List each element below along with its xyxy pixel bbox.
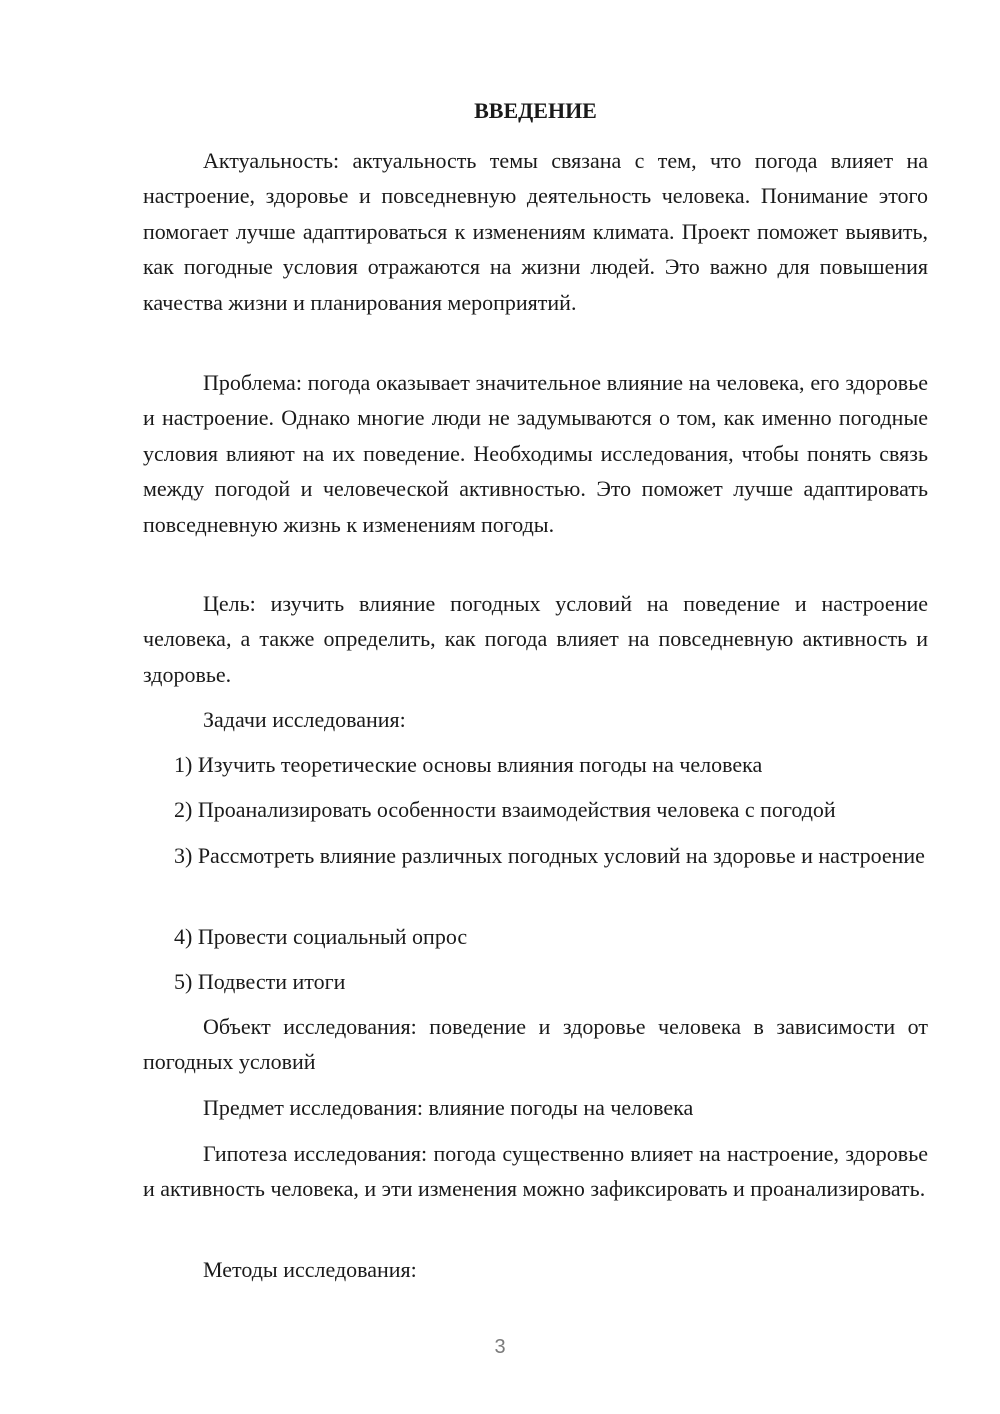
task-item-5: 5) Подвести итоги — [174, 969, 346, 994]
task-item-2: 2) Проанализировать особенности взаимодействия человека с погодой — [174, 797, 836, 822]
paragraph-problem: Проблема: погода оказывает значительное влияние на человека, его здоровье и настроение. Однако многие люди не задумываются о том, как именно погодные условия влияют на их поведение. Необходимы исследования, чтобы понять связь между погодой и человеческой активностью. Это поможет лучше адаптировать повседневную жизнь к изменениям погоды. — [143, 370, 928, 537]
tasks-heading: Задачи исследования: — [203, 707, 406, 732]
task-item-1: 1) Изучить теоретические основы влияния погоды на человека — [174, 752, 763, 777]
paragraph-hypothesis: Гипотеза исследования: погода существенно влияет на настроение, здоровье и активность человека, и эти изменения можно зафиксировать и проанализировать. — [143, 1141, 928, 1202]
paragraph-subject: Предмет исследования: влияние погоды на человека — [203, 1095, 694, 1120]
page-number: 3 — [494, 1336, 506, 1358]
section-title: ВВЕДЕНИЕ — [474, 98, 597, 123]
paragraph-goal: Цель: изучить влияние погодных условий на поведение и настроение человека, а также определить, как погода влияет на повседневную активность и здоровье. — [143, 591, 928, 687]
paragraph-relevance: Актуальность: актуальность темы связана с тем, что погода влияет на настроение, здоровье и повседневную деятельность человека. Понимание этого помогает лучше адаптироваться к изменениям климата. Проект поможет выявить, как погодные условия отражаются на жизни людей. Это важно для повышения качества жизни и планирования мероприятий. — [143, 148, 928, 315]
task-item-4: 4) Провести социальный опрос — [174, 924, 468, 949]
paragraph-object: Объект исследования: поведение и здоровье человека в зависимости от погодных условий — [143, 1014, 928, 1075]
paragraph-methods: Методы исследования: — [203, 1257, 417, 1282]
task-item-3: 3) Рассмотреть влияние различных погодных условий на здоровье и настроение — [174, 843, 925, 868]
